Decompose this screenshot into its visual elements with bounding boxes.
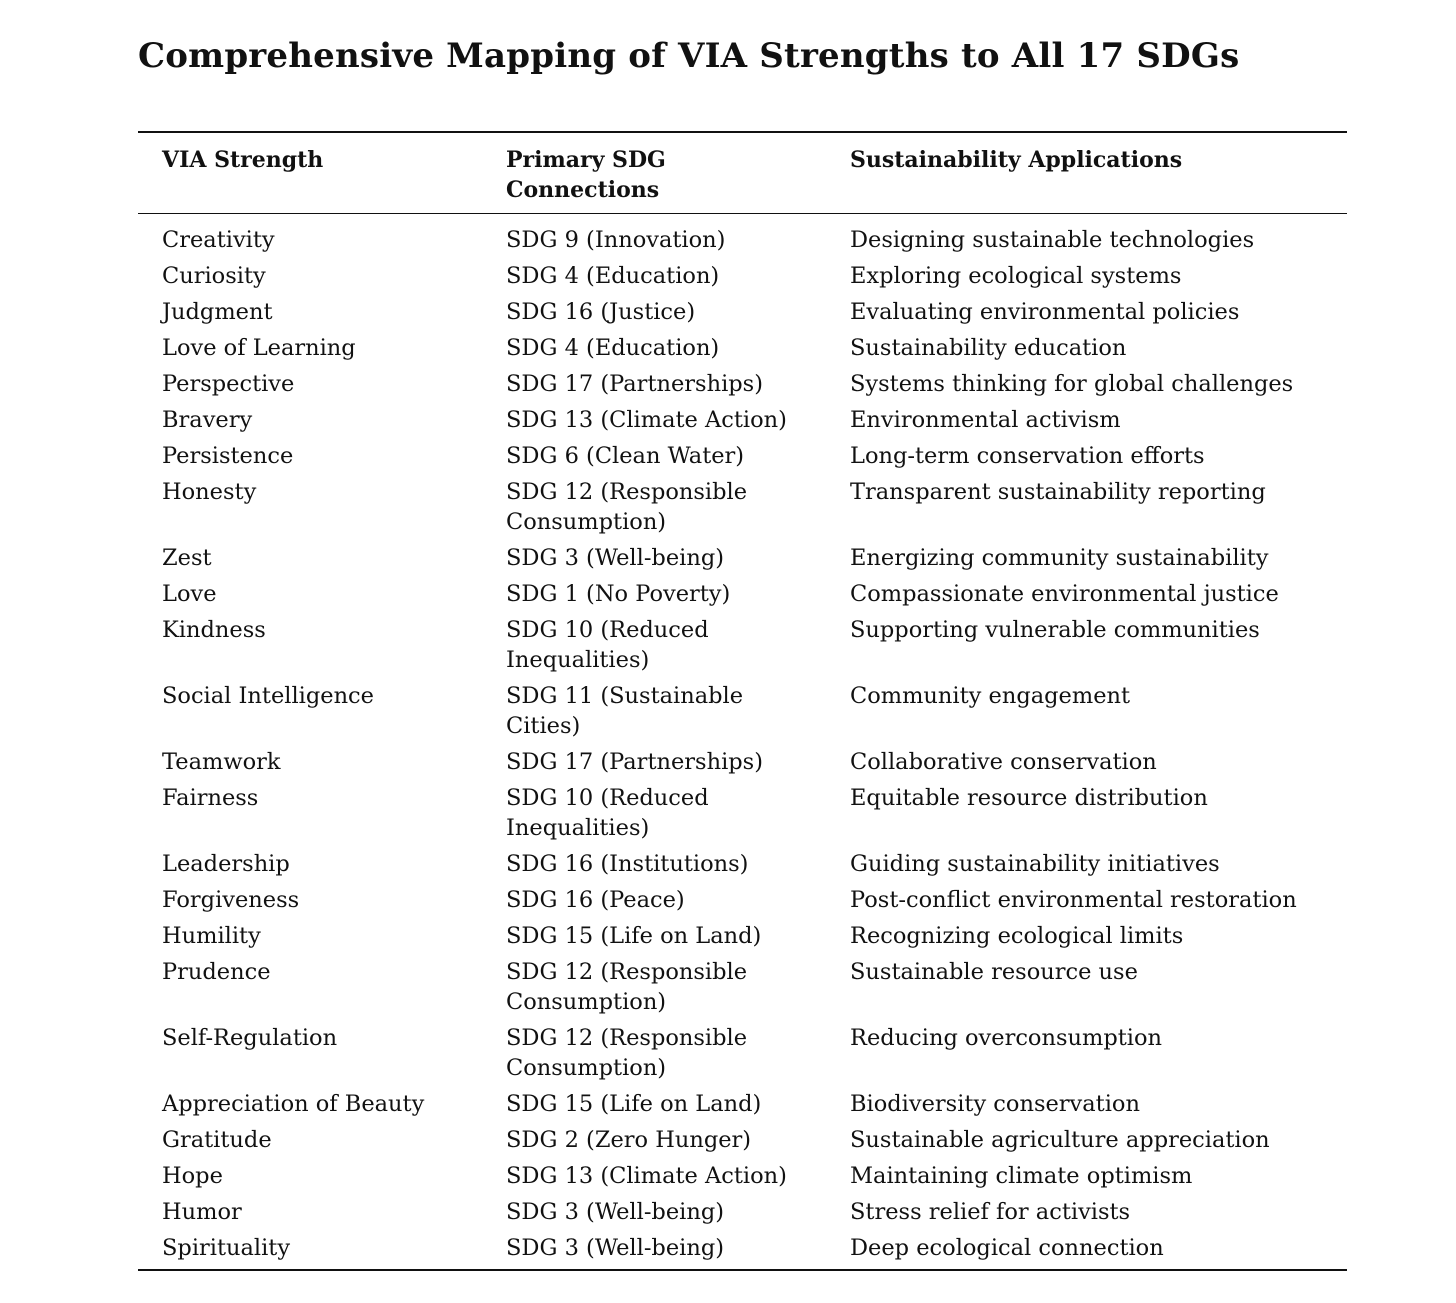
- sdg-connection-cell: SDG 12 (Responsible Consumption): [506, 479, 748, 535]
- table-row: [138, 678, 1347, 744]
- sdg-connection-cell: SDG 10 (Reduced Inequalities): [506, 617, 709, 673]
- via-strength-cell: Prudence: [162, 959, 271, 985]
- table-row: [138, 258, 1347, 294]
- sdg-connection-cell: SDG 12 (Responsible Consumption): [506, 959, 748, 1015]
- sdg-connection-cell: SDG 11 (Sustainable Cities): [506, 683, 744, 739]
- via-strength-cell: Hope: [162, 1163, 223, 1189]
- via-strength-cell: Persistence: [162, 443, 294, 469]
- via-strength-cell: Social Intelligence: [162, 683, 374, 709]
- via-strength-cell: Bravery: [162, 407, 253, 433]
- sdg-connection-cell: SDG 1 (No Poverty): [506, 581, 731, 607]
- sdg-connection-cell: SDG 16 (Justice): [506, 299, 696, 325]
- table-row: [138, 846, 1347, 882]
- sustainability-application-cell: Community engagement: [850, 683, 1131, 709]
- table-row: [138, 330, 1347, 366]
- sustainability-application-cell: Equitable resource distribution: [850, 785, 1208, 811]
- sdg-connection-cell: SDG 16 (Peace): [506, 887, 685, 913]
- via-strength-cell: Love: [162, 581, 217, 607]
- sdg-connection-cell: SDG 17 (Partnerships): [506, 371, 764, 397]
- table-row: [138, 1086, 1347, 1122]
- via-strength-cell: Humor: [162, 1199, 242, 1225]
- strengths-sdg-table-container: [138, 131, 1347, 1271]
- sdg-connection-cell: SDG 3 (Well-being): [506, 1235, 725, 1261]
- header-via-strength: VIA Strength: [162, 147, 324, 173]
- table-row: [138, 1158, 1347, 1194]
- via-strength-cell: Zest: [162, 545, 212, 571]
- table-row: [138, 1194, 1347, 1230]
- sdg-connection-cell: SDG 3 (Well-being): [506, 545, 725, 571]
- table-row: [138, 954, 1347, 1020]
- sdg-connection-cell: SDG 15 (Life on Land): [506, 923, 762, 949]
- sustainability-application-cell: Long-term conservation efforts: [850, 443, 1205, 469]
- table-body: [138, 214, 1347, 1271]
- sdg-connection-cell: SDG 6 (Clean Water): [506, 443, 745, 469]
- via-strength-cell: Honesty: [162, 479, 257, 505]
- table-row: [138, 214, 1347, 259]
- sustainability-application-cell: Maintaining climate optimism: [850, 1163, 1193, 1189]
- sustainability-application-cell: Guiding sustainability initiatives: [850, 851, 1220, 877]
- sustainability-application-cell: Sustainability education: [850, 335, 1127, 361]
- sustainability-application-cell: Supporting vulnerable communities: [850, 617, 1260, 643]
- sustainability-application-cell: Sustainable agriculture appreciation: [850, 1127, 1270, 1153]
- header-row: [138, 132, 1347, 214]
- sdg-connection-cell: SDG 17 (Partnerships): [506, 749, 764, 775]
- sdg-connection-cell: SDG 15 (Life on Land): [506, 1091, 762, 1117]
- sdg-connection-cell: SDG 13 (Climate Action): [506, 1163, 787, 1189]
- sdg-connection-cell: SDG 9 (Innovation): [506, 227, 726, 253]
- sustainability-application-cell: Evaluating environmental policies: [850, 299, 1240, 325]
- table-row: [138, 918, 1347, 954]
- header-primary-sdg-connections: Primary SDG Connections: [506, 147, 666, 203]
- via-strength-cell: Appreciation of Beauty: [162, 1091, 425, 1117]
- sdg-connection-cell: SDG 2 (Zero Hunger): [506, 1127, 752, 1153]
- sdg-connection-cell: SDG 10 (Reduced Inequalities): [506, 785, 709, 841]
- sustainability-application-cell: Compassionate environmental justice: [850, 581, 1279, 607]
- page-title: Comprehensive Mapping of VIA Strengths to All 17 SDGs: [138, 36, 1240, 76]
- sustainability-application-cell: Recognizing ecological limits: [850, 923, 1184, 949]
- table-row: [138, 294, 1347, 330]
- table-row: [138, 576, 1347, 612]
- sustainability-application-cell: Systems thinking for global challenges: [850, 371, 1294, 397]
- table-header: [138, 132, 1347, 214]
- via-strength-cell: Gratitude: [162, 1127, 272, 1153]
- via-strength-cell: Fairness: [162, 785, 259, 811]
- via-strength-cell: Kindness: [162, 617, 266, 643]
- table-row: [138, 1122, 1347, 1158]
- sustainability-application-cell: Stress relief for activists: [850, 1199, 1131, 1225]
- table-row: [138, 366, 1347, 402]
- via-strength-cell: Leadership: [162, 851, 290, 877]
- via-strength-cell: Creativity: [162, 227, 275, 253]
- via-strength-cell: Curiosity: [162, 263, 266, 289]
- sustainability-application-cell: Energizing community sustainability: [850, 545, 1269, 571]
- sdg-connection-cell: SDG 12 (Responsible Consumption): [506, 1025, 748, 1081]
- table-row: [138, 1020, 1347, 1086]
- table-row: [138, 780, 1347, 846]
- sustainability-application-cell: Collaborative conservation: [850, 749, 1157, 775]
- sdg-connection-cell: SDG 3 (Well-being): [506, 1199, 725, 1225]
- sustainability-application-cell: Exploring ecological systems: [850, 263, 1182, 289]
- table-row: [138, 474, 1347, 540]
- sustainability-application-cell: Sustainable resource use: [850, 959, 1138, 985]
- via-strength-cell: Humility: [162, 923, 261, 949]
- via-strength-cell: Love of Learning: [162, 335, 356, 361]
- table-row: [138, 540, 1347, 576]
- table-row: [138, 438, 1347, 474]
- header-sustainability-applications: Sustainability Applications: [850, 147, 1183, 173]
- sdg-connection-cell: SDG 4 (Education): [506, 263, 720, 289]
- sustainability-application-cell: Deep ecological connection: [850, 1235, 1164, 1261]
- via-strength-cell: Spirituality: [162, 1235, 291, 1261]
- table-row: [138, 882, 1347, 918]
- sustainability-application-cell: Biodiversity conservation: [850, 1091, 1140, 1117]
- sdg-connection-cell: SDG 16 (Institutions): [506, 851, 749, 877]
- table-row: [138, 744, 1347, 780]
- sustainability-application-cell: Environmental activism: [850, 407, 1121, 433]
- table-row: [138, 612, 1347, 678]
- sustainability-application-cell: Designing sustainable technologies: [850, 227, 1255, 253]
- sdg-connection-cell: SDG 4 (Education): [506, 335, 720, 361]
- sustainability-application-cell: Transparent sustainability reporting: [850, 479, 1266, 505]
- via-strength-cell: Judgment: [162, 299, 273, 325]
- via-strength-cell: Self-Regulation: [162, 1025, 338, 1051]
- via-strength-cell: Forgiveness: [162, 887, 300, 913]
- sustainability-application-cell: Post-conflict environmental restoration: [850, 887, 1297, 913]
- table-row: [138, 1230, 1347, 1270]
- sustainability-application-cell: Reducing overconsumption: [850, 1025, 1163, 1051]
- strengths-sdg-table: [138, 131, 1347, 1271]
- via-strength-cell: Perspective: [162, 371, 295, 397]
- table-row: [138, 402, 1347, 438]
- sdg-connection-cell: SDG 13 (Climate Action): [506, 407, 787, 433]
- via-strength-cell: Teamwork: [162, 749, 281, 775]
